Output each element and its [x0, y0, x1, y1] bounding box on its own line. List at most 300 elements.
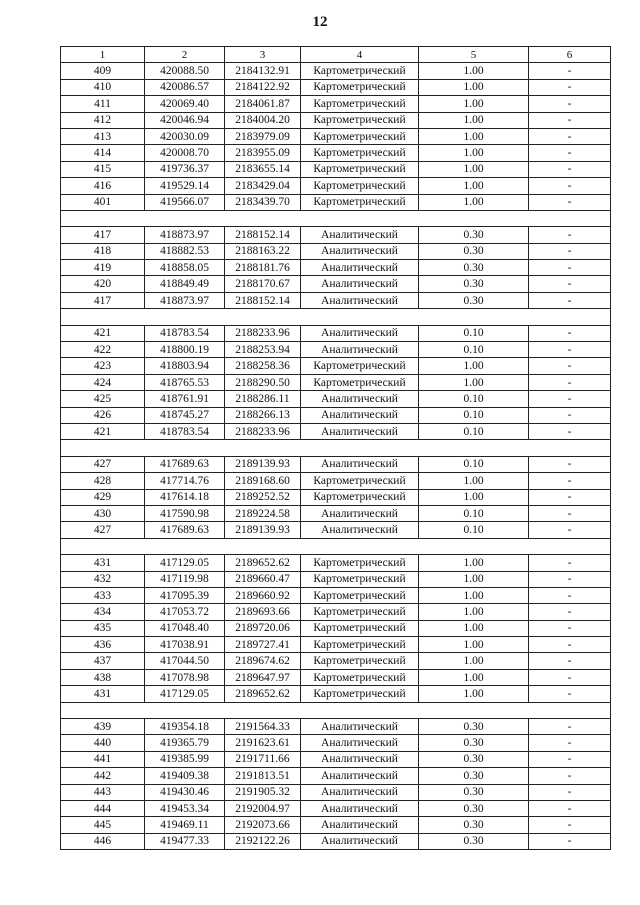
table-cell: 417038.91 — [145, 637, 225, 653]
table-cell: 439 — [61, 719, 145, 735]
table-row — [61, 194, 611, 210]
table-cell: 421 — [61, 423, 145, 439]
table-cell: 417590.98 — [145, 505, 225, 521]
table-cell: 0.30 — [419, 292, 529, 308]
table-cell: 0.30 — [419, 768, 529, 784]
table-row — [61, 407, 611, 423]
table-cell: 417689.63 — [145, 522, 225, 538]
table-cell: 2184004.20 — [225, 112, 301, 128]
table-cell: 2184122.92 — [225, 79, 301, 95]
table-cell: Аналитический — [301, 784, 419, 800]
table-cell: 0.10 — [419, 456, 529, 472]
table-cell: 418803.94 — [145, 358, 225, 374]
table-cell: - — [529, 243, 611, 259]
table-cell: 0.30 — [419, 817, 529, 833]
table-cell: 444 — [61, 800, 145, 816]
table-row — [61, 571, 611, 587]
column-header: 6 — [529, 47, 611, 63]
table-cell: 417689.63 — [145, 456, 225, 472]
table-cell: 412 — [61, 112, 145, 128]
table-cell: Картометрический — [301, 620, 419, 636]
table-cell: Аналитический — [301, 227, 419, 243]
table-cell: - — [529, 292, 611, 308]
table-cell: Аналитический — [301, 456, 419, 472]
table-cell: 2183955.09 — [225, 145, 301, 161]
table-cell: 2188152.14 — [225, 227, 301, 243]
table-cell: 0.30 — [419, 276, 529, 292]
table-row — [61, 243, 611, 259]
table-cell: - — [529, 112, 611, 128]
table-cell: 418873.97 — [145, 227, 225, 243]
table-cell: Картометрический — [301, 571, 419, 587]
table-cell: 435 — [61, 620, 145, 636]
table-cell: 1.00 — [419, 489, 529, 505]
table-cell: Картометрический — [301, 178, 419, 194]
table-cell: 419477.33 — [145, 833, 225, 849]
table-cell: 0.10 — [419, 522, 529, 538]
table-cell: 420088.50 — [145, 63, 225, 79]
table-cell: 0.30 — [419, 735, 529, 751]
table-cell: 417129.05 — [145, 555, 225, 571]
table-cell: 2188152.14 — [225, 292, 301, 308]
table-row — [61, 276, 611, 292]
table-cell: Картометрический — [301, 604, 419, 620]
table-cell: 2189720.06 — [225, 620, 301, 636]
table-cell: 2189139.93 — [225, 522, 301, 538]
table-cell: 416 — [61, 178, 145, 194]
table-cell: 2189224.58 — [225, 505, 301, 521]
table-row — [61, 128, 611, 144]
spacer-cell — [61, 210, 611, 226]
table-cell: Аналитический — [301, 800, 419, 816]
table-cell: 2192004.97 — [225, 800, 301, 816]
table-cell: 1.00 — [419, 571, 529, 587]
table-row — [61, 784, 611, 800]
table-cell: 2188290.50 — [225, 374, 301, 390]
table-cell: Картометрический — [301, 686, 419, 702]
table-cell: 2188163.22 — [225, 243, 301, 259]
table-cell: - — [529, 669, 611, 685]
table-cell: Картометрический — [301, 489, 419, 505]
table-row — [61, 686, 611, 702]
table-cell: 2188253.94 — [225, 342, 301, 358]
spacer-row — [61, 309, 611, 325]
table-cell: - — [529, 817, 611, 833]
table-cell: Аналитический — [301, 276, 419, 292]
table-row — [61, 391, 611, 407]
table-cell: 419409.38 — [145, 768, 225, 784]
table-cell: 0.10 — [419, 325, 529, 341]
table-cell: - — [529, 571, 611, 587]
table-cell: - — [529, 325, 611, 341]
table-cell: - — [529, 833, 611, 849]
table-cell: - — [529, 128, 611, 144]
table-cell: 1.00 — [419, 653, 529, 669]
table-cell: 413 — [61, 128, 145, 144]
table-cell: 422 — [61, 342, 145, 358]
table-cell: - — [529, 620, 611, 636]
table-cell: 0.30 — [419, 243, 529, 259]
table-cell: 436 — [61, 637, 145, 653]
table-row — [61, 637, 611, 653]
table-cell: 431 — [61, 686, 145, 702]
table-cell: Картометрический — [301, 653, 419, 669]
table-cell: - — [529, 374, 611, 390]
table-row — [61, 325, 611, 341]
table-cell: - — [529, 522, 611, 538]
table-cell: 0.10 — [419, 407, 529, 423]
table-row — [61, 817, 611, 833]
table-body — [61, 63, 611, 850]
table-cell: 418745.27 — [145, 407, 225, 423]
table-cell: 2189252.52 — [225, 489, 301, 505]
table-cell: 1.00 — [419, 587, 529, 603]
table-cell: - — [529, 145, 611, 161]
table-cell: - — [529, 227, 611, 243]
table-cell: 433 — [61, 587, 145, 603]
table-cell: 438 — [61, 669, 145, 685]
table-cell: 420030.09 — [145, 128, 225, 144]
table-cell: 1.00 — [419, 63, 529, 79]
table-row — [61, 342, 611, 358]
table-cell: 2188258.36 — [225, 358, 301, 374]
spacer-cell — [61, 538, 611, 554]
table-cell: 2188181.76 — [225, 260, 301, 276]
table-cell: 0.30 — [419, 800, 529, 816]
table-cell: 419430.46 — [145, 784, 225, 800]
spacer-row — [61, 538, 611, 554]
table-cell: 2191813.51 — [225, 768, 301, 784]
table-cell: Картометрический — [301, 587, 419, 603]
table-cell: 1.00 — [419, 79, 529, 95]
table-cell: 418800.19 — [145, 342, 225, 358]
table-cell: Аналитический — [301, 751, 419, 767]
table-cell: 414 — [61, 145, 145, 161]
table-cell: 2183655.14 — [225, 161, 301, 177]
table-row — [61, 456, 611, 472]
table-cell: 2189727.41 — [225, 637, 301, 653]
table-cell: 418849.49 — [145, 276, 225, 292]
table-cell: 425 — [61, 391, 145, 407]
table-cell: 419736.37 — [145, 161, 225, 177]
coordinates-table — [60, 46, 611, 850]
table-cell: 417 — [61, 227, 145, 243]
table-cell: Аналитический — [301, 342, 419, 358]
table-cell: Картометрический — [301, 637, 419, 653]
table-cell: 0.30 — [419, 833, 529, 849]
table-row — [61, 63, 611, 79]
table-cell: 420008.70 — [145, 145, 225, 161]
table-cell: 443 — [61, 784, 145, 800]
table-cell: Картометрический — [301, 63, 419, 79]
table-cell: - — [529, 473, 611, 489]
table-cell: - — [529, 456, 611, 472]
table-row — [61, 555, 611, 571]
table-cell: - — [529, 79, 611, 95]
table-cell: 2189693.66 — [225, 604, 301, 620]
spacer-cell — [61, 309, 611, 325]
table-cell: - — [529, 342, 611, 358]
table-row — [61, 768, 611, 784]
table-cell: 423 — [61, 358, 145, 374]
table-cell: - — [529, 800, 611, 816]
table-row — [61, 505, 611, 521]
table-cell: Аналитический — [301, 260, 419, 276]
column-header: 4 — [301, 47, 419, 63]
table-cell: 419 — [61, 260, 145, 276]
table-cell: 420046.94 — [145, 112, 225, 128]
table-cell: 442 — [61, 768, 145, 784]
table-cell: - — [529, 735, 611, 751]
table-cell: - — [529, 719, 611, 735]
column-header: 1 — [61, 47, 145, 63]
column-header: 3 — [225, 47, 301, 63]
table-cell: 1.00 — [419, 374, 529, 390]
table-cell: 417044.50 — [145, 653, 225, 669]
column-header: 5 — [419, 47, 529, 63]
table-cell: 2189660.47 — [225, 571, 301, 587]
table-cell: Аналитический — [301, 719, 419, 735]
table-cell: Аналитический — [301, 522, 419, 538]
table-cell: - — [529, 391, 611, 407]
table-cell: Аналитический — [301, 817, 419, 833]
table-cell: 2188170.67 — [225, 276, 301, 292]
table-row — [61, 178, 611, 194]
table-cell: 2189652.62 — [225, 686, 301, 702]
table-cell: - — [529, 587, 611, 603]
table-cell: 1.00 — [419, 161, 529, 177]
table-cell: Картометрический — [301, 358, 419, 374]
table-cell: 2189139.93 — [225, 456, 301, 472]
table-cell: 437 — [61, 653, 145, 669]
table-cell: 2189660.92 — [225, 587, 301, 603]
table-row — [61, 145, 611, 161]
table-cell: 2183439.70 — [225, 194, 301, 210]
table-cell: Картометрический — [301, 128, 419, 144]
table-cell: Картометрический — [301, 555, 419, 571]
table-cell: 421 — [61, 325, 145, 341]
table-cell: 2188233.96 — [225, 423, 301, 439]
table-row — [61, 423, 611, 439]
table-cell: 0.10 — [419, 391, 529, 407]
table-cell: Аналитический — [301, 292, 419, 308]
table-cell: - — [529, 604, 611, 620]
table-row — [61, 751, 611, 767]
table-cell: - — [529, 178, 611, 194]
table-cell: 419469.11 — [145, 817, 225, 833]
spacer-row — [61, 702, 611, 718]
table-cell: - — [529, 505, 611, 521]
table-cell: 419354.18 — [145, 719, 225, 735]
table-cell: 2184061.87 — [225, 96, 301, 112]
table-cell: Аналитический — [301, 325, 419, 341]
table-row — [61, 620, 611, 636]
table-cell: Аналитический — [301, 505, 419, 521]
table-row — [61, 227, 611, 243]
table-cell: 410 — [61, 79, 145, 95]
table-cell: 2188233.96 — [225, 325, 301, 341]
table-cell: 445 — [61, 817, 145, 833]
table-cell: 0.30 — [419, 227, 529, 243]
table-cell: 417053.72 — [145, 604, 225, 620]
table-row — [61, 833, 611, 849]
table-cell: 1.00 — [419, 358, 529, 374]
table-cell: 1.00 — [419, 128, 529, 144]
table-row — [61, 735, 611, 751]
table-cell: Аналитический — [301, 768, 419, 784]
table-cell: Картометрический — [301, 473, 419, 489]
table-cell: 2191623.61 — [225, 735, 301, 751]
table-cell: - — [529, 423, 611, 439]
table-cell: 0.10 — [419, 423, 529, 439]
table-cell: 1.00 — [419, 112, 529, 128]
table-cell: 420069.40 — [145, 96, 225, 112]
spacer-row — [61, 210, 611, 226]
table-cell: 401 — [61, 194, 145, 210]
table-cell: 419365.79 — [145, 735, 225, 751]
table-row — [61, 587, 611, 603]
table-cell: 432 — [61, 571, 145, 587]
table-cell: 1.00 — [419, 669, 529, 685]
table-cell: 420086.57 — [145, 79, 225, 95]
table-row — [61, 79, 611, 95]
table-cell: 2189647.97 — [225, 669, 301, 685]
table-cell: - — [529, 161, 611, 177]
table-cell: 0.30 — [419, 260, 529, 276]
table-row — [61, 604, 611, 620]
table-cell: 1.00 — [419, 620, 529, 636]
table-cell: 1.00 — [419, 555, 529, 571]
table-row — [61, 489, 611, 505]
table-cell: 419566.07 — [145, 194, 225, 210]
table-cell: 1.00 — [419, 604, 529, 620]
table-cell: - — [529, 784, 611, 800]
table-cell: 0.30 — [419, 784, 529, 800]
table-cell: 417714.76 — [145, 473, 225, 489]
table-cell: 417 — [61, 292, 145, 308]
table-cell: 418882.53 — [145, 243, 225, 259]
table-cell: 415 — [61, 161, 145, 177]
table-cell: 2192122.26 — [225, 833, 301, 849]
table-cell: - — [529, 63, 611, 79]
table-cell: 2191905.32 — [225, 784, 301, 800]
table-cell: 411 — [61, 96, 145, 112]
column-header: 2 — [145, 47, 225, 63]
table-row — [61, 260, 611, 276]
table-cell: 2191564.33 — [225, 719, 301, 735]
table-row — [61, 358, 611, 374]
table-cell: 0.30 — [419, 751, 529, 767]
table-cell: 418 — [61, 243, 145, 259]
table-cell: Картометрический — [301, 374, 419, 390]
table-cell: 417095.39 — [145, 587, 225, 603]
table-cell: Картометрический — [301, 112, 419, 128]
table-cell: 417119.98 — [145, 571, 225, 587]
table-row — [61, 653, 611, 669]
table-cell: Аналитический — [301, 735, 419, 751]
table-cell: 0.30 — [419, 719, 529, 735]
table-cell: 2183979.09 — [225, 128, 301, 144]
table-cell: 418858.05 — [145, 260, 225, 276]
table-cell: Картометрический — [301, 194, 419, 210]
table-cell: 417048.40 — [145, 620, 225, 636]
table-cell: 440 — [61, 735, 145, 751]
page-number: 12 — [312, 14, 328, 30]
table-cell: 420 — [61, 276, 145, 292]
table-cell: 434 — [61, 604, 145, 620]
table-cell: 431 — [61, 555, 145, 571]
table-header — [61, 47, 611, 63]
table-cell: - — [529, 751, 611, 767]
table-cell: 426 — [61, 407, 145, 423]
table-cell: - — [529, 489, 611, 505]
table-cell: 419385.99 — [145, 751, 225, 767]
table-cell: 1.00 — [419, 178, 529, 194]
table-cell: 1.00 — [419, 96, 529, 112]
table-cell: Картометрический — [301, 669, 419, 685]
spacer-cell — [61, 440, 611, 456]
table-cell: 2189652.62 — [225, 555, 301, 571]
table-cell: - — [529, 768, 611, 784]
table-cell: 1.00 — [419, 637, 529, 653]
table-cell: 428 — [61, 473, 145, 489]
table-cell: 0.10 — [419, 505, 529, 521]
table-cell: - — [529, 637, 611, 653]
table-cell: 446 — [61, 833, 145, 849]
table-cell: 0.10 — [419, 342, 529, 358]
table-cell: 424 — [61, 374, 145, 390]
table-cell: 418765.53 — [145, 374, 225, 390]
table-cell: 418783.54 — [145, 423, 225, 439]
table-row — [61, 669, 611, 685]
table-cell: - — [529, 358, 611, 374]
table-cell: Аналитический — [301, 407, 419, 423]
table-cell: 2189674.62 — [225, 653, 301, 669]
table-cell: 2189168.60 — [225, 473, 301, 489]
table-cell: 2188266.13 — [225, 407, 301, 423]
table-cell: 417078.98 — [145, 669, 225, 685]
spacer-cell — [61, 702, 611, 718]
table-cell: Аналитический — [301, 833, 419, 849]
table-cell: Аналитический — [301, 423, 419, 439]
table-cell: 430 — [61, 505, 145, 521]
table-cell: Картометрический — [301, 96, 419, 112]
table-row — [61, 374, 611, 390]
table-cell: 427 — [61, 522, 145, 538]
table-cell: 418873.97 — [145, 292, 225, 308]
table-cell: 2183429.04 — [225, 178, 301, 194]
table-cell: 2191711.66 — [225, 751, 301, 767]
table-row — [61, 522, 611, 538]
table-cell: 417129.05 — [145, 686, 225, 702]
header-row — [61, 47, 611, 63]
table-cell: 427 — [61, 456, 145, 472]
table-cell: - — [529, 686, 611, 702]
table-cell: Аналитический — [301, 243, 419, 259]
table-cell: 2184132.91 — [225, 63, 301, 79]
table-row — [61, 292, 611, 308]
table-cell: Аналитический — [301, 391, 419, 407]
table-cell: Картометрический — [301, 79, 419, 95]
table-cell: - — [529, 555, 611, 571]
table-cell: 1.00 — [419, 194, 529, 210]
table-cell: 409 — [61, 63, 145, 79]
table-cell: 419453.34 — [145, 800, 225, 816]
table-cell: Картометрический — [301, 145, 419, 161]
table-cell: - — [529, 653, 611, 669]
table-cell: - — [529, 260, 611, 276]
table-cell: 418783.54 — [145, 325, 225, 341]
